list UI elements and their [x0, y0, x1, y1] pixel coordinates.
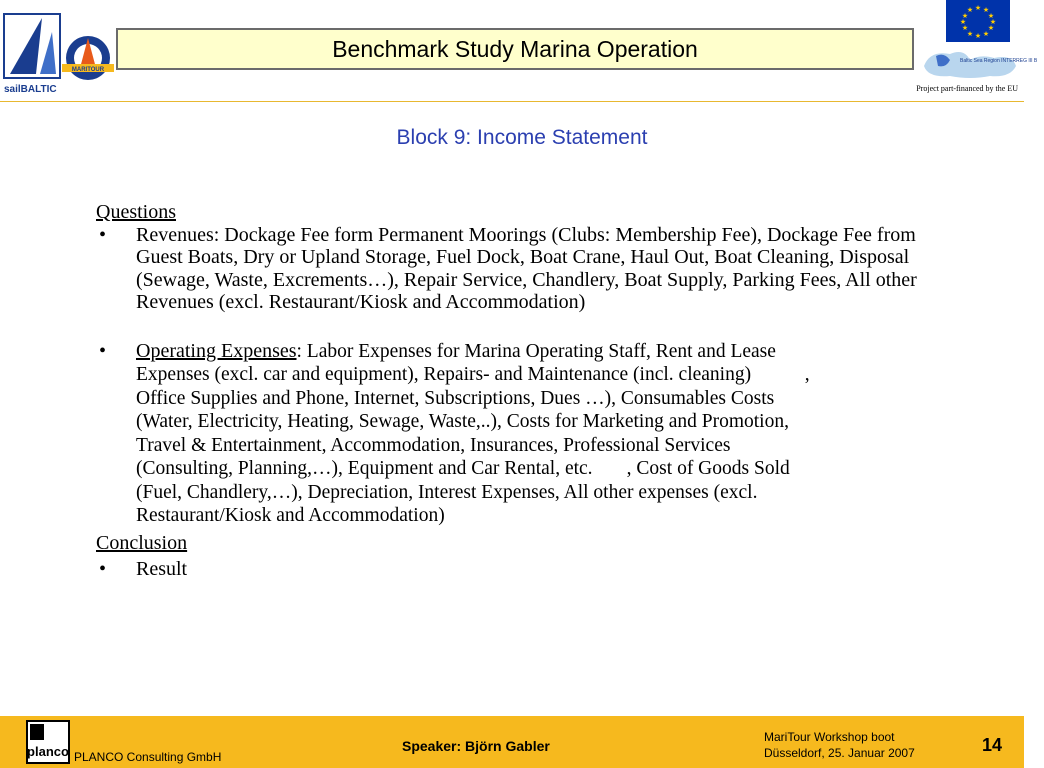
eu-flag-icon	[946, 0, 1010, 42]
opex-line-2: Expenses (excl. car and equipment), Repairs- and Maintenance (incl. cleaning) ,	[136, 364, 810, 385]
bullet-result	[96, 558, 926, 581]
svg-text:★: ★	[987, 12, 995, 20]
opex-line-3: Office Supplies and Phone, Internet, Subscriptions, Dues …), Consumables Costs	[136, 387, 775, 409]
questions-heading: Questions	[96, 201, 176, 223]
speaker-name: Speaker: Björn Gabler	[402, 738, 550, 754]
presentation-title-box	[116, 28, 914, 70]
svg-text:★: ★	[982, 6, 990, 14]
bullet-revenues	[96, 224, 926, 314]
svg-text:★: ★	[982, 30, 990, 38]
presentation-title: Benchmark Study Marina Operation	[332, 35, 698, 62]
slide-heading: Block 9: Income Statement	[396, 126, 648, 149]
opex-line-6: (Consulting, Planning,…), Equipment and Car Rental, etc. , Cost of Goods Sold	[136, 458, 790, 479]
opex-line-5: Travel & Entertainment, Accommodation, Insurances, Professional Services	[136, 434, 731, 456]
bullet-dot: •	[99, 223, 107, 246]
interreg-logo	[920, 46, 1038, 82]
company-name: PLANCO Consulting GmbH	[74, 750, 222, 764]
svg-text:★: ★	[959, 18, 967, 26]
svg-text:★: ★	[966, 6, 974, 14]
opex-line-7: (Fuel, Chandlery,…), Depreciation, Interest Expenses, All other expenses (excl.	[136, 481, 758, 503]
opex-line-4: (Water, Electricity, Heating, Sewage, Waste,..), Costs for Marketing and Promotion,	[136, 411, 789, 432]
maritour-logo-text: MARITOUR	[71, 67, 105, 73]
opex-line-8: Restaurant/Kiosk and Accommodation)	[136, 505, 445, 526]
event-date-location: Düsseldorf, 25. Januar 2007	[764, 746, 915, 760]
eu-funding-note: Project part-financed by the EU	[916, 84, 1018, 93]
svg-text:★: ★	[974, 4, 982, 12]
interreg-logo-text: Baltic Sea Region INTERREG III B	[960, 58, 1038, 64]
event-name: MariTour Workshop boot	[764, 730, 895, 744]
header-divider	[0, 101, 1024, 102]
conclusion-heading: Conclusion	[96, 531, 188, 554]
svg-text:★: ★	[961, 24, 969, 32]
maritour-logo	[58, 28, 118, 84]
svg-text:★: ★	[974, 32, 982, 40]
planco-logo-text: planco	[27, 744, 69, 759]
revenues-text: Revenues: Dockage Fee form Permanent Moorings (Clubs: Membership Fee), Dockage Fee from Guest Boats, Dry or Upland Storage, Fuel Dock, Boat Crane, Haul Out, Boat Cleaning, Disposal (Sewage, Waste, Excrements…), Repair Service, Chandlery, Boat Supply, Parking Fees, All other Revenues (excl. Restaurant/Kiosk and Accommodation)	[136, 223, 917, 313]
slide-content	[96, 201, 926, 581]
opex-line-1: : Labor Expenses for Marina Operating Staff, Rent and Lease	[296, 340, 776, 362]
svg-text:★: ★	[961, 12, 969, 20]
svg-text:★: ★	[966, 30, 974, 38]
bullet-dot: •	[99, 558, 107, 580]
page-number: 14	[982, 735, 1003, 755]
sailbaltic-logo-text: sailBALTIC	[4, 84, 57, 95]
svg-text:★: ★	[989, 18, 997, 26]
bullet-dot: •	[99, 339, 107, 362]
operating-expenses-label: Operating Expenses	[136, 339, 297, 362]
svg-text:★: ★	[987, 24, 995, 32]
result-text: Result	[136, 558, 188, 580]
sailbaltic-logo	[2, 12, 64, 96]
bullet-operating-expenses	[96, 340, 926, 528]
planco-logo	[26, 720, 70, 764]
